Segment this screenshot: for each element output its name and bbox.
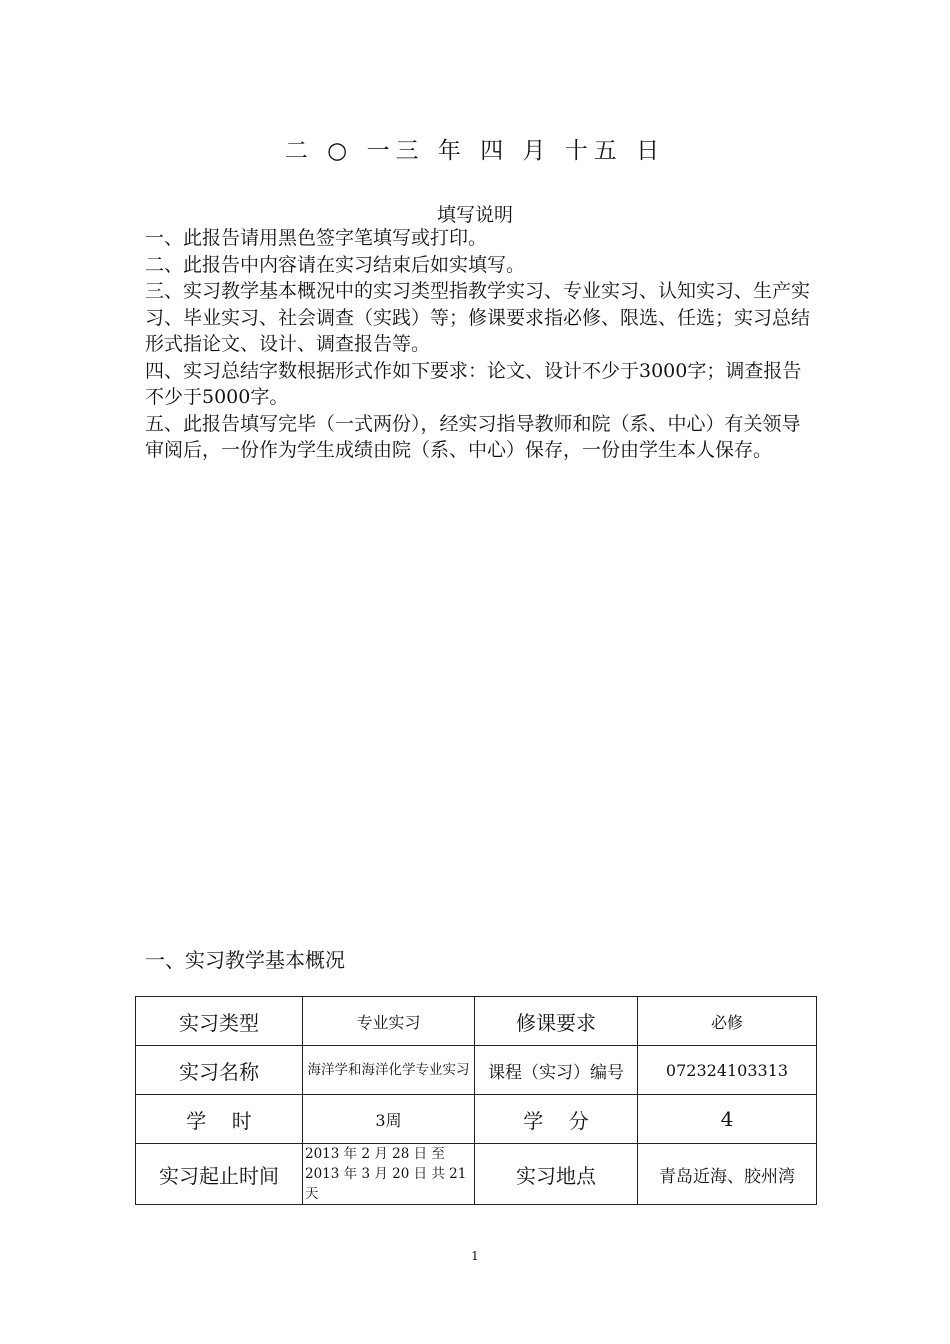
page-number: 1 [471,1249,479,1263]
value-course-requirement: 必修 [638,997,817,1046]
table-row [136,1144,817,1205]
value-internship-name: 海洋学和海洋化学专业实习 [303,1046,475,1095]
label-period: 实习起止时间 [136,1144,303,1205]
instructions-list [145,225,815,464]
label-course-code: 课程（实习）编号 [475,1046,638,1095]
value-internship-type: 专业实习 [303,997,475,1046]
label-internship-name: 实习名称 [136,1046,303,1095]
table-row [136,1046,817,1095]
value-credits: 4 [638,1095,817,1144]
label-location: 实习地点 [475,1144,638,1205]
section-title: 一、实习教学基本概况 [145,948,345,972]
value-period: 2013 年 2 月 28 日 至 2013 年 3 月 20 日 共 21 天 [303,1144,475,1205]
instruction-item: 四、实习总结字数根据形式作如下要求：论文、设计不少于3000字；调查报告不少于5000字。 [145,359,802,408]
label-hours: 学 时 [136,1095,303,1144]
internship-info-table [135,996,817,1205]
label-course-requirement: 修课要求 [475,997,638,1046]
instructions-title: 填写说明 [436,204,513,226]
instruction-item: 一、此报告请用黑色签字笔填写或打印。 [145,227,488,249]
label-credits: 学 分 [475,1095,638,1144]
value-hours: 3周 [303,1095,475,1144]
instruction-item: 三、实习教学基本概况中的实习类型指教学实习、专业实习、认知实习、生产实习、毕业实习、社会调查（实践）等；修课要求指必修、限选、任选；实习总结形式指论文、设计、调查报告等。 [145,280,811,355]
instruction-item: 五、此报告填写完毕（一式两份），经实习指导教师和院（系、中心）有关领导审阅后，一份作为学生成绩由院（系、中心）保存，一份由学生本人保存。 [145,412,801,461]
table-row [136,997,817,1046]
table-row [136,1095,817,1144]
date-line: 二 ○ 一三 年 四 月 十五 日 [284,138,666,164]
value-location: 青岛近海、胶州湾 [638,1144,817,1205]
value-course-code: 072324103313 [638,1046,817,1095]
instruction-item: 二、此报告中内容请在实习结束后如实填写。 [145,253,526,276]
label-internship-type: 实习类型 [136,997,303,1046]
